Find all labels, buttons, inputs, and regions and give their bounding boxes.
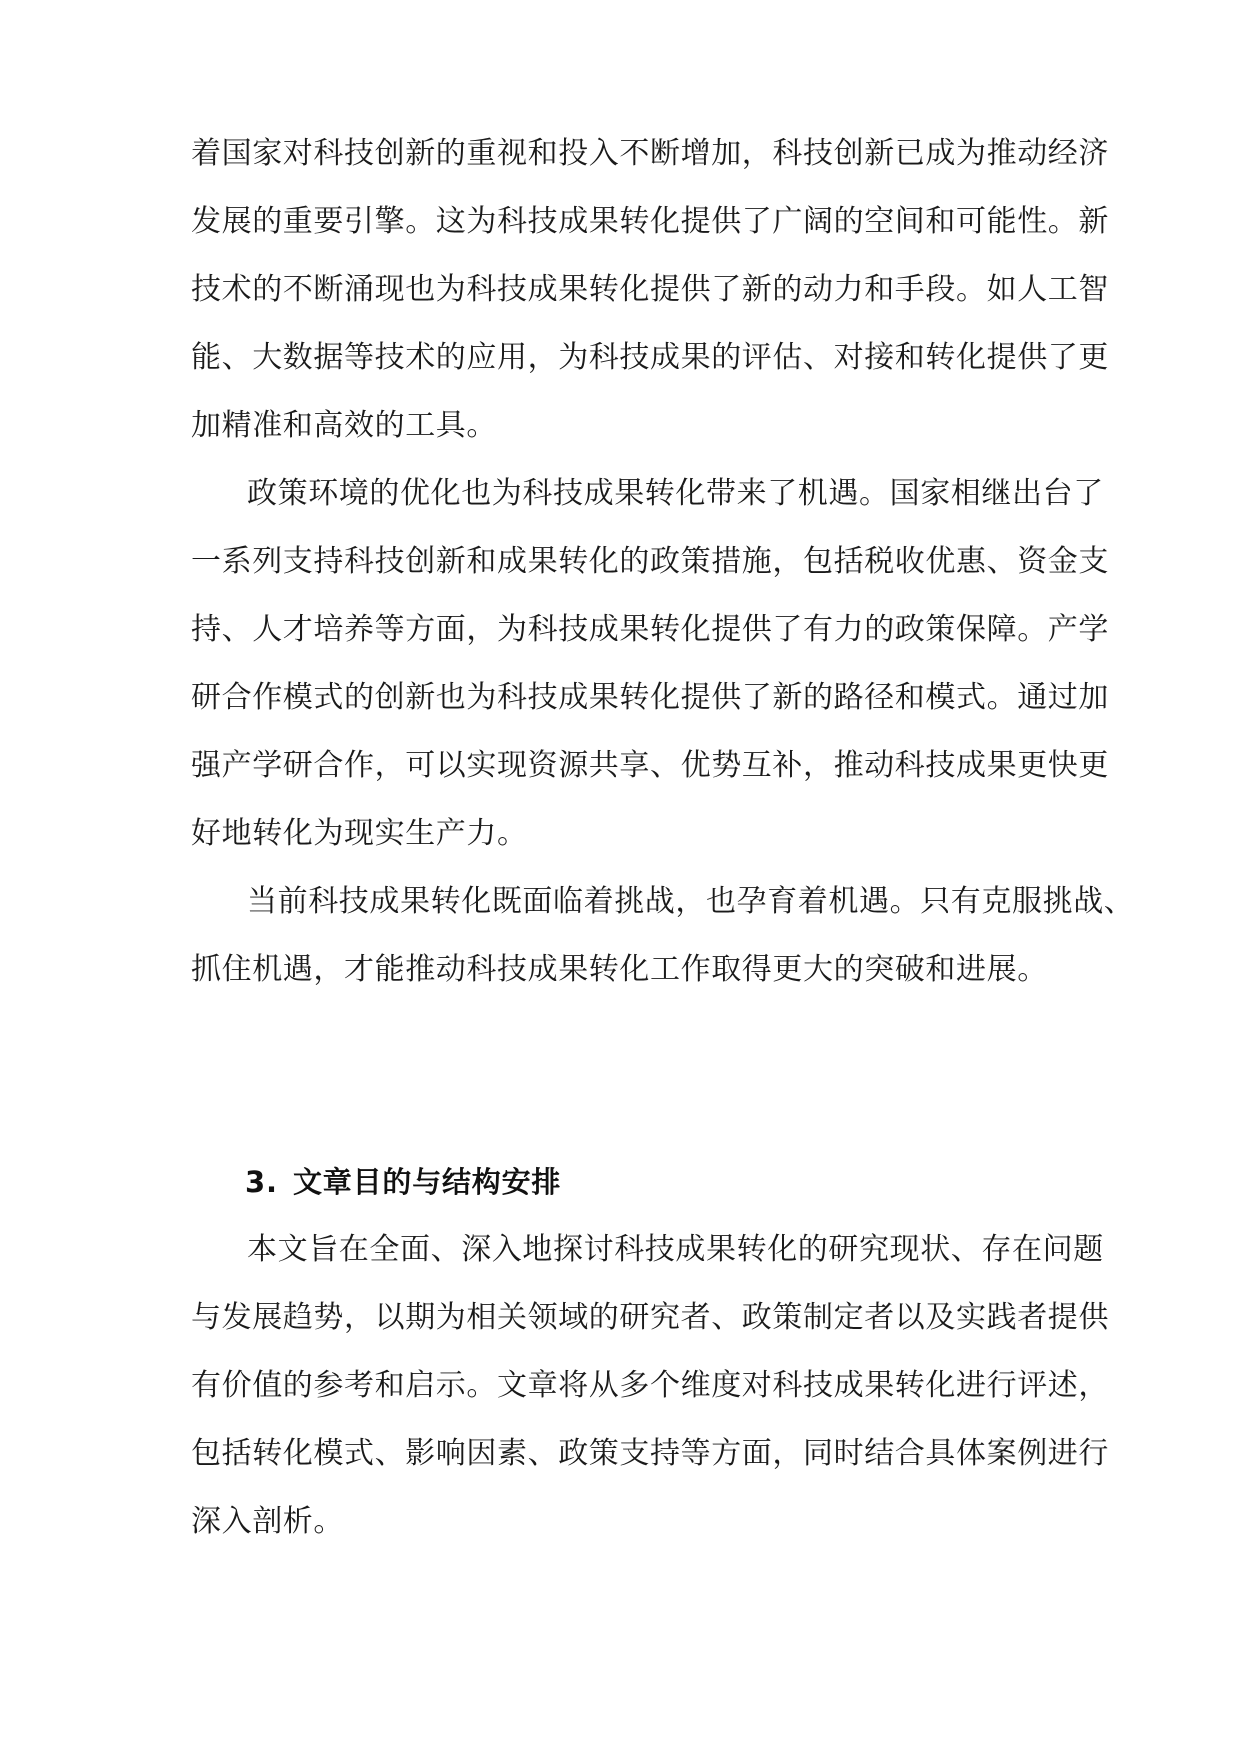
paragraph-line: 一系列支持科技创新和成果转化的政策措施，包括税收优惠、资金支: [191, 544, 1109, 579]
paragraph-line: 有价值的参考和启示。文章将从多个维度对科技成果转化进行评述，: [191, 1368, 1109, 1403]
paragraph-line: 抓住机遇，才能推动科技成果转化工作取得更大的突破和进展。: [191, 952, 1048, 987]
paragraph-line: 能、大数据等技术的应用，为科技成果的评估、对接和转化提供了更: [191, 340, 1109, 375]
paragraph-line: 好地转化为现实生产力。: [191, 816, 528, 851]
paragraph-line: 研合作模式的创新也为科技成果转化提供了新的路径和模式。通过加: [191, 680, 1109, 715]
paragraph-line: 强产学研合作，可以实现资源共享、优势互补，推动科技成果更快更: [191, 748, 1109, 783]
paragraph-line: 加精准和高效的工具。: [191, 408, 497, 443]
section-number: 3.: [245, 1165, 278, 1199]
paragraph-line: 政策环境的优化也为科技成果转化带来了机遇。国家相继出台了: [247, 476, 1104, 511]
paragraph-line: 与发展趋势，以期为相关领域的研究者、政策制定者以及实践者提供: [191, 1300, 1109, 1335]
paragraph-line: 当前科技成果转化既面临着挑战，也孕育着机遇。只有克服挑战、: [247, 884, 1135, 919]
paragraph-line: 本文旨在全面、深入地探讨科技成果转化的研究现状、存在问题: [247, 1232, 1104, 1267]
section-title: 文章目的与结构安排: [293, 1165, 562, 1199]
paragraph-line: 着国家对科技创新的重视和投入不断增加，科技创新已成为推动经济: [191, 136, 1109, 171]
paragraph-line: 深入剖析。: [191, 1504, 344, 1539]
paragraph-line: 持、人才培养等方面，为科技成果转化提供了有力的政策保障。产学: [191, 612, 1109, 647]
paragraph-line: 技术的不断涌现也为科技成果转化提供了新的动力和手段。如人工智: [191, 272, 1109, 307]
section-heading: [245, 1162, 561, 1202]
paragraph-line: 发展的重要引擎。这为科技成果转化提供了广阔的空间和可能性。新: [191, 204, 1109, 239]
paragraph-line: 包括转化模式、影响因素、政策支持等方面，同时结合具体案例进行: [191, 1436, 1109, 1471]
